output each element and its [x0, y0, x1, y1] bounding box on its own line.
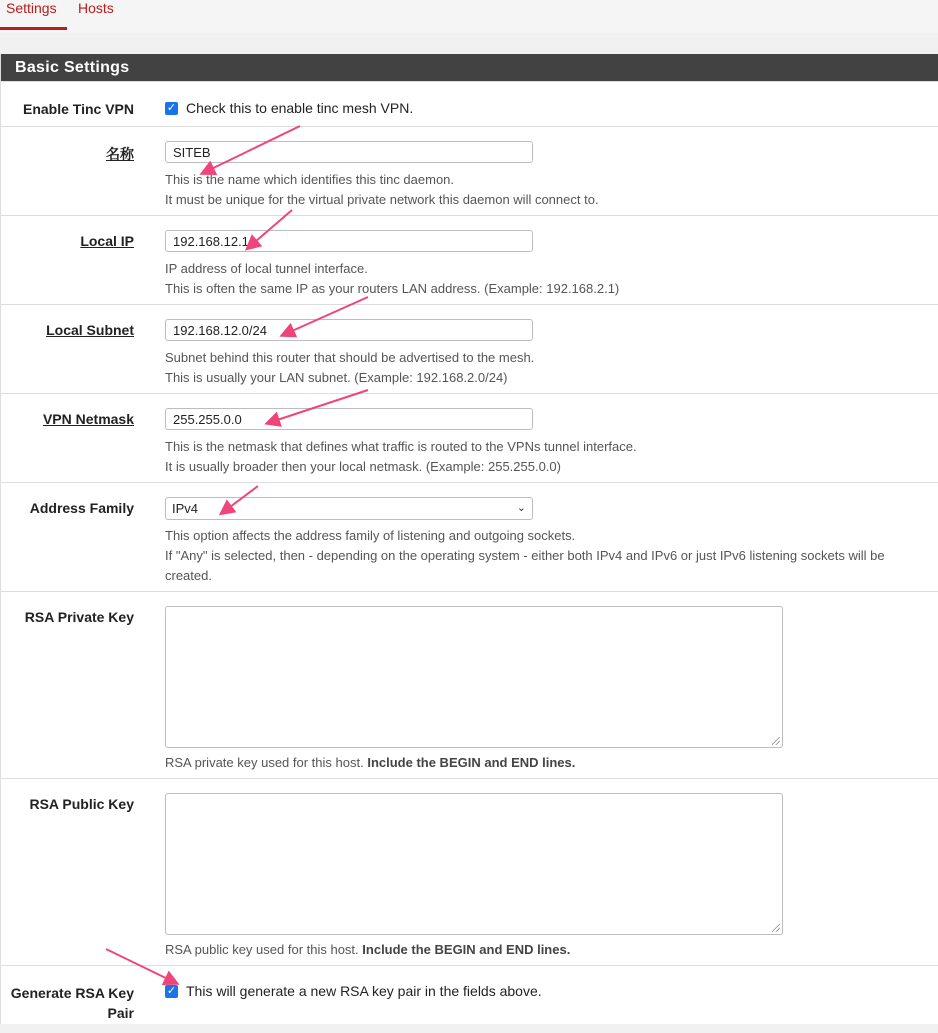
local-subnet-help-1: Subnet behind this router that should be advertised to the mesh.: [165, 350, 535, 365]
local-subnet-help-2: This is usually your LAN subnet. (Example: 192.168.2.0/24): [165, 370, 508, 385]
vpn-netmask-label: VPN Netmask: [42, 411, 134, 427]
address-family-label: Address Family: [29, 500, 134, 516]
local-ip-help-2: This is often the same IP as your routers LAN address. (Example: 192.168.2.1): [165, 281, 620, 296]
rsa-public-label: RSA Public Key: [29, 796, 134, 812]
enable-row: [1, 81, 938, 126]
vpn-netmask-help-2: It is usually broader then your local netmask. (Example: 255.255.0.0): [165, 459, 561, 474]
rsa-public-help-bold: Include the BEGIN and END lines.: [362, 942, 571, 957]
panel-title: Basic Settings: [1, 54, 938, 81]
rsa-private-row: [1, 591, 938, 778]
local-ip-help-1: IP address of local tunnel interface.: [165, 261, 368, 276]
name-row: [1, 126, 938, 215]
name-input[interactable]: [165, 141, 533, 163]
address-family-help-2: If "Any" is selected, then - depending on the operating system - either both IPv4 and IPv6 or just IPv6 listening sockets will be: [165, 548, 885, 563]
tab-settings[interactable]: Settings: [0, 0, 67, 30]
address-family-help-1: This option affects the address family of listening and outgoing sockets.: [165, 528, 576, 543]
name-label: 名称: [106, 146, 134, 162]
local-ip-label: Local IP: [80, 233, 134, 249]
local-subnet-label: Local Subnet: [46, 322, 134, 338]
generate-rsa-checkbox[interactable]: ✓: [166, 985, 177, 997]
enable-checkbox-text: Check this to enable tinc mesh VPN.: [186, 100, 414, 116]
local-ip-input[interactable]: [165, 230, 533, 252]
enable-checkbox[interactable]: ✓: [166, 102, 177, 114]
local-subnet-row: [1, 304, 938, 393]
rsa-private-help-bold: Include the BEGIN and END lines.: [367, 755, 576, 770]
chevron-down-icon: ⌄: [516, 502, 526, 514]
generate-rsa-label: [11, 983, 134, 1023]
generate-rsa-row: [1, 965, 938, 1024]
tab-bar: [0, 0, 938, 33]
rsa-private-help: [165, 753, 575, 773]
rsa-private-label: RSA Private Key: [24, 609, 134, 625]
generate-rsa-label-line2: Pair: [107, 1005, 134, 1021]
address-family-selected: IPv4: [172, 501, 199, 516]
rsa-public-help: [165, 940, 570, 960]
tab-hosts[interactable]: Hosts: [78, 0, 114, 16]
vpn-netmask-row: [1, 393, 938, 482]
rsa-public-row: [1, 778, 938, 965]
enable-label: Enable Tinc VPN: [23, 101, 134, 117]
rsa-private-help-text: RSA private key used for this host.: [165, 755, 368, 770]
vpn-netmask-help-1: This is the netmask that defines what traffic is routed to the VPNs tunnel interface.: [165, 439, 637, 454]
name-help-2: It must be unique for the virtual private network this daemon will connect to.: [165, 192, 599, 207]
address-family-select[interactable]: [165, 497, 533, 520]
vpn-netmask-input[interactable]: [165, 408, 533, 430]
address-family-help-3: created.: [165, 568, 212, 583]
address-family-row: [1, 482, 938, 591]
resize-handle-icon[interactable]: [772, 737, 780, 745]
local-subnet-input[interactable]: [165, 319, 533, 341]
name-help-1: This is the name which identifies this tinc daemon.: [165, 172, 455, 187]
rsa-public-help-text: RSA public key used for this host.: [165, 942, 363, 957]
local-ip-row: [1, 215, 938, 304]
generate-rsa-label-line1: Generate RSA Key: [10, 985, 134, 1001]
generate-rsa-text: This will generate a new RSA key pair in the fields above.: [186, 983, 542, 999]
rsa-private-textarea[interactable]: [165, 606, 783, 748]
resize-handle-icon[interactable]: [772, 924, 780, 932]
basic-settings-panel: [0, 54, 938, 1024]
rsa-public-textarea[interactable]: [165, 793, 783, 935]
